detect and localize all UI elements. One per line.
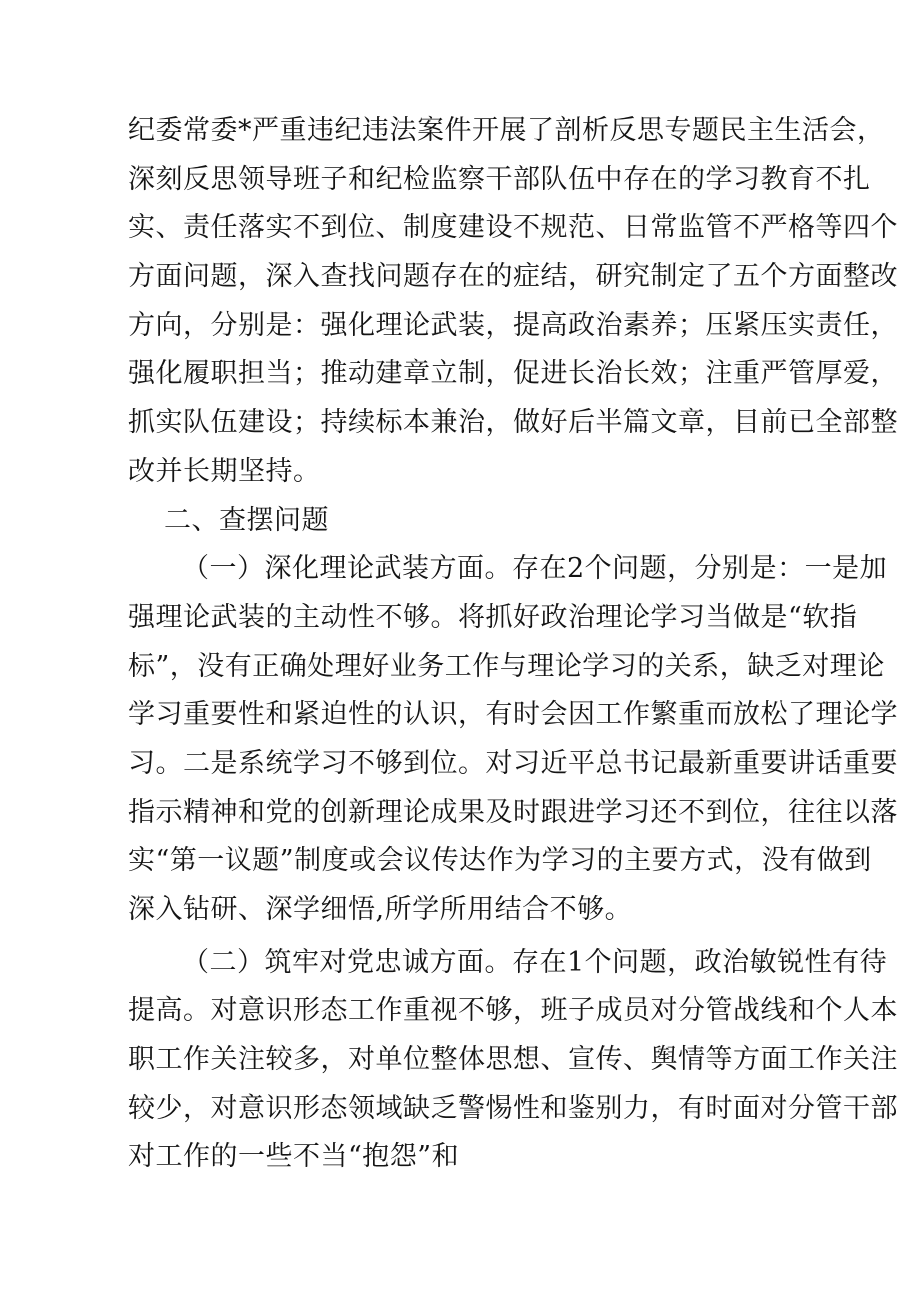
- text-line: 学习重要性和紧迫性的认识，有时会因工作繁重而放松了理论学: [128, 699, 898, 731]
- text-line: 抓实队伍建设；持续标本兼治，做好后半篇文章，目前已全部整: [128, 407, 898, 439]
- text-line: （二）筑牢对党忠诚方面。存在1个问题，政治敏锐性有待: [182, 946, 888, 978]
- text-line: 较少，对意识形态领域缺乏警惕性和鉴别力，有时面对分管干部: [128, 1092, 898, 1124]
- document-body: [128, 107, 898, 1182]
- text-line: 职工作关注较多，对单位整体思想、宣传、舆情等方面工作关注: [128, 1044, 898, 1076]
- text-line: 纪委常委*严重违纪违法案件开展了剖析反思专题民主生活会，: [128, 115, 885, 146]
- text-line: 标”，没有正确处理好业务工作与理论学习的关系，缺乏对理论: [128, 650, 885, 682]
- text-line: 对工作的一些不当“抱怨”和: [128, 1141, 460, 1173]
- paragraph-intro: [128, 107, 898, 497]
- text-line: 实“第一议题”制度或会议传达作为学习的主要方式，没有做到: [128, 845, 872, 877]
- text-line: 改并长期坚持。: [128, 455, 321, 487]
- text-line: 实、责任落实不到位、制度建设不规范、日常监管不严格等四个: [128, 212, 898, 244]
- text-line: 方面问题，深入查找问题存在的症结，研究制定了五个方面整改: [128, 261, 898, 293]
- text-line: 方向，分别是：强化理论武装，提高政治素养；压紧压实责任，: [128, 309, 898, 341]
- section-heading: 二、查摆问题: [164, 504, 329, 536]
- text-line: 深入钻研、深学细悟,所学所用结合不够。: [128, 894, 633, 925]
- text-line: 习。二是系统学习不够到位。对习近平总书记最新重要讲话重要: [128, 747, 898, 779]
- text-line: 强化履职担当；推动建章立制，促进长治长效；注重严管厚爱，: [128, 358, 898, 390]
- text-line: 深刻反思领导班子和纪检监察干部队伍中存在的学习教育不扎: [128, 163, 871, 195]
- text-line: 指示精神和党的创新理论成果及时跟进学习还不到位，往往以落: [128, 796, 898, 828]
- text-line: 强理论武装的主动性不够。将抓好政治理论学习当做是“软指: [128, 601, 858, 633]
- text-line: 提高。对意识形态工作重视不够，班子成员对分管战线和个人本: [128, 995, 898, 1027]
- paragraph-theory: [128, 545, 898, 935]
- paragraph-loyalty: [128, 939, 898, 1182]
- text-line: （一）深化理论武装方面。存在2个问题，分别是：一是加: [182, 553, 888, 585]
